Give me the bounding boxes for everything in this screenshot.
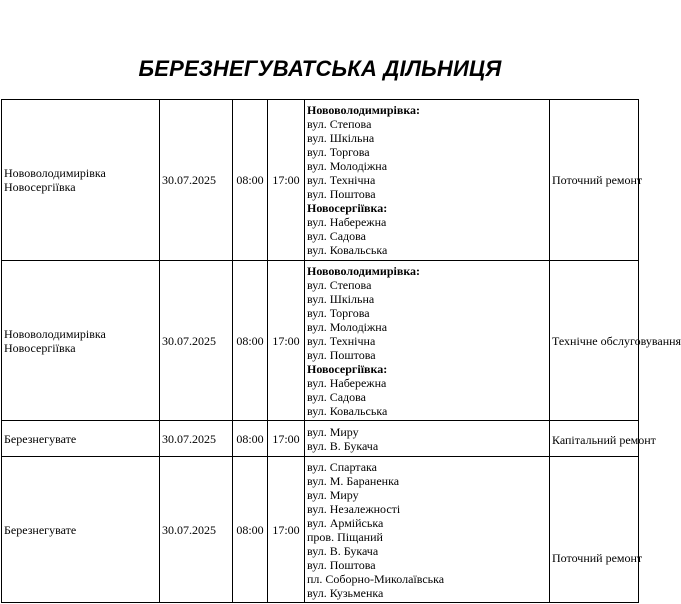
street-name: вул. Ковальська xyxy=(307,243,388,257)
date-cell: 30.07.2025 xyxy=(160,261,233,421)
date-cell: 30.07.2025 xyxy=(160,100,233,261)
end-time-cell: 17:00 xyxy=(268,457,305,603)
date-cell: 30.07.2025 xyxy=(160,421,233,457)
street-name: вул. Набережна xyxy=(307,375,387,390)
street-name: вул. Молодіжна xyxy=(307,319,388,334)
street-name: пл. Соборно-Миколаївська xyxy=(307,571,445,586)
start-time-cell: 08:00 xyxy=(233,261,268,421)
table-row xyxy=(2,100,639,261)
start-time-cell: 08:00 xyxy=(233,421,268,457)
settlement-group-heading: Новосергіївка: xyxy=(307,361,388,376)
table-row xyxy=(2,421,639,457)
street-name: вул. М. Бараненка xyxy=(307,473,400,488)
street-name: вул. Садова xyxy=(307,229,366,243)
street-name: вул. Поштова xyxy=(307,347,376,362)
street-name: вул. Миру xyxy=(307,487,359,502)
street-name: вул. Молодіжна xyxy=(307,159,388,173)
page-title: БЕРЕЗНЕГУВАТСЬКА ДІЛЬНИЦЯ xyxy=(138,56,502,81)
work-type-cell: Технічне обслуговування xyxy=(550,261,639,421)
settlement-name: Нововолодимирівка xyxy=(4,166,106,180)
street-name: вул. В. Букача xyxy=(307,438,379,453)
street-name: вул. В. Букача xyxy=(307,543,379,558)
street-name: вул. Ковальська xyxy=(307,403,388,418)
street-name: вул. Торгова xyxy=(307,305,370,320)
end-time-cell: 17:00 xyxy=(268,421,305,457)
street-name: вул. Степова xyxy=(307,277,372,292)
end-time-cell: 17:00 xyxy=(268,100,305,261)
street-name: вул. Торгова xyxy=(307,145,370,159)
street-name: вул. Поштова xyxy=(307,187,376,201)
street-name: вул. Шкільна xyxy=(307,291,375,306)
street-name: вул. Поштова xyxy=(307,557,376,572)
table-row xyxy=(2,457,639,603)
start-time-cell: 08:00 xyxy=(233,100,268,261)
settlement-cell xyxy=(2,100,160,261)
streets-cell xyxy=(305,421,550,457)
settlement-name: Нововолодимирівка xyxy=(4,326,106,341)
start-time-cell: 08:00 xyxy=(233,457,268,603)
streets-cell xyxy=(305,100,550,261)
settlement-cell xyxy=(2,457,160,603)
street-name: вул. Миру xyxy=(307,424,359,439)
work-type-cell: Капітальний ремонт xyxy=(550,421,639,457)
street-name: вул. Технічна xyxy=(307,333,376,348)
street-name: вул. Кузьменка xyxy=(307,585,384,600)
settlement-group-heading: Нововолодимирівка: xyxy=(307,263,421,278)
street-name: вул. Степова xyxy=(307,117,372,131)
settlement-name: Новосергіївка xyxy=(4,340,76,355)
street-name: вул. Технічна xyxy=(307,173,376,187)
street-name: вул. Набережна xyxy=(307,215,387,229)
streets-cell xyxy=(305,261,550,421)
end-time-cell: 17:00 xyxy=(268,261,305,421)
settlement-cell xyxy=(2,421,160,457)
street-name: вул. Незалежності xyxy=(307,501,401,516)
date-cell: 30.07.2025 xyxy=(160,457,233,603)
street-name: вул. Шкільна xyxy=(307,131,375,145)
outage-schedule-table xyxy=(1,99,681,603)
street-name: пров. Піщаний xyxy=(307,529,383,544)
streets-cell xyxy=(305,457,550,603)
settlement-name: Березнегувате xyxy=(4,522,77,537)
street-name: вул. Садова xyxy=(307,389,366,404)
work-type-cell: Поточний ремонт xyxy=(550,457,639,603)
settlement-cell xyxy=(2,261,160,421)
street-name: вул. Армійська xyxy=(307,515,384,530)
settlement-group-heading: Нововолодимирівка: xyxy=(307,103,421,117)
work-type-cell: Поточний ремонт xyxy=(550,100,639,261)
settlement-group-heading: Новосергіївка: xyxy=(307,201,388,215)
settlement-name: Березнегувате xyxy=(4,431,77,446)
street-name: вул. Спартака xyxy=(307,459,378,474)
settlement-name: Новосергіївка xyxy=(4,180,76,194)
table-row xyxy=(2,261,639,421)
